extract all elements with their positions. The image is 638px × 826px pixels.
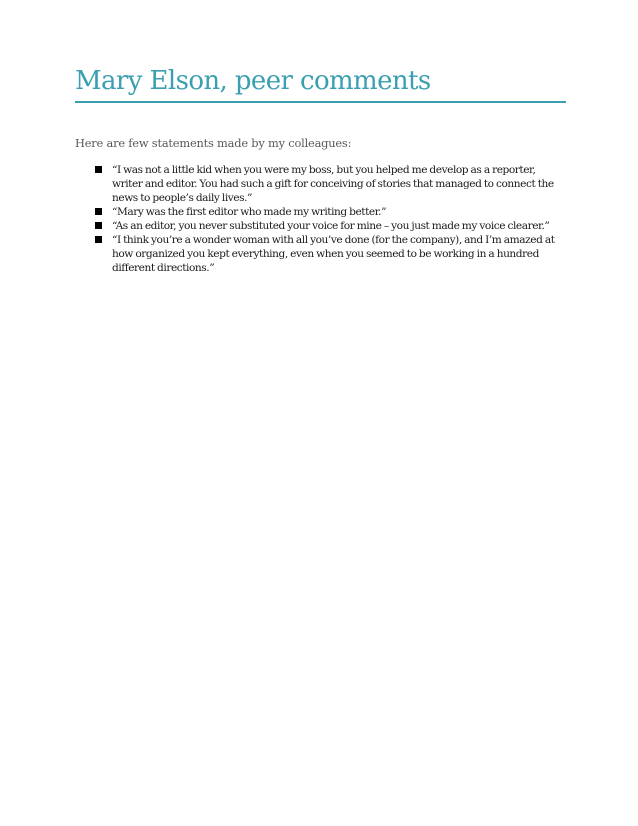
square-bullet-icon	[95, 236, 102, 243]
list-item	[95, 205, 565, 219]
square-bullet-icon	[95, 166, 102, 173]
comments-list	[95, 163, 565, 275]
square-bullet-icon	[95, 208, 102, 215]
square-bullet-icon	[95, 222, 102, 229]
comment-text: “I think you’re a wonder woman with all you’ve done (for the company), and I’m amazed at how organized you kept everything, even when you seemed to be working in a hundred different directions.”	[112, 234, 555, 274]
title-underline	[75, 101, 566, 103]
list-item	[95, 163, 565, 205]
list-item	[95, 233, 565, 275]
comment-text: “As an editor, you never substituted your voice for mine – you just made my voice clearer.”	[112, 220, 550, 232]
list-item	[95, 219, 565, 233]
page-title: Mary Elson, peer comments	[75, 66, 431, 96]
comment-text: “Mary was the first editor who made my writing better.”	[112, 206, 387, 218]
comment-text: “I was not a little kid when you were my boss, but you helped me develop as a reporter, writer and editor. You had such a gift for conceiving of stories that managed to connect the news to people’s daily lives.”	[112, 164, 554, 204]
intro-text: Here are few statements made by my colleagues:	[75, 136, 352, 150]
